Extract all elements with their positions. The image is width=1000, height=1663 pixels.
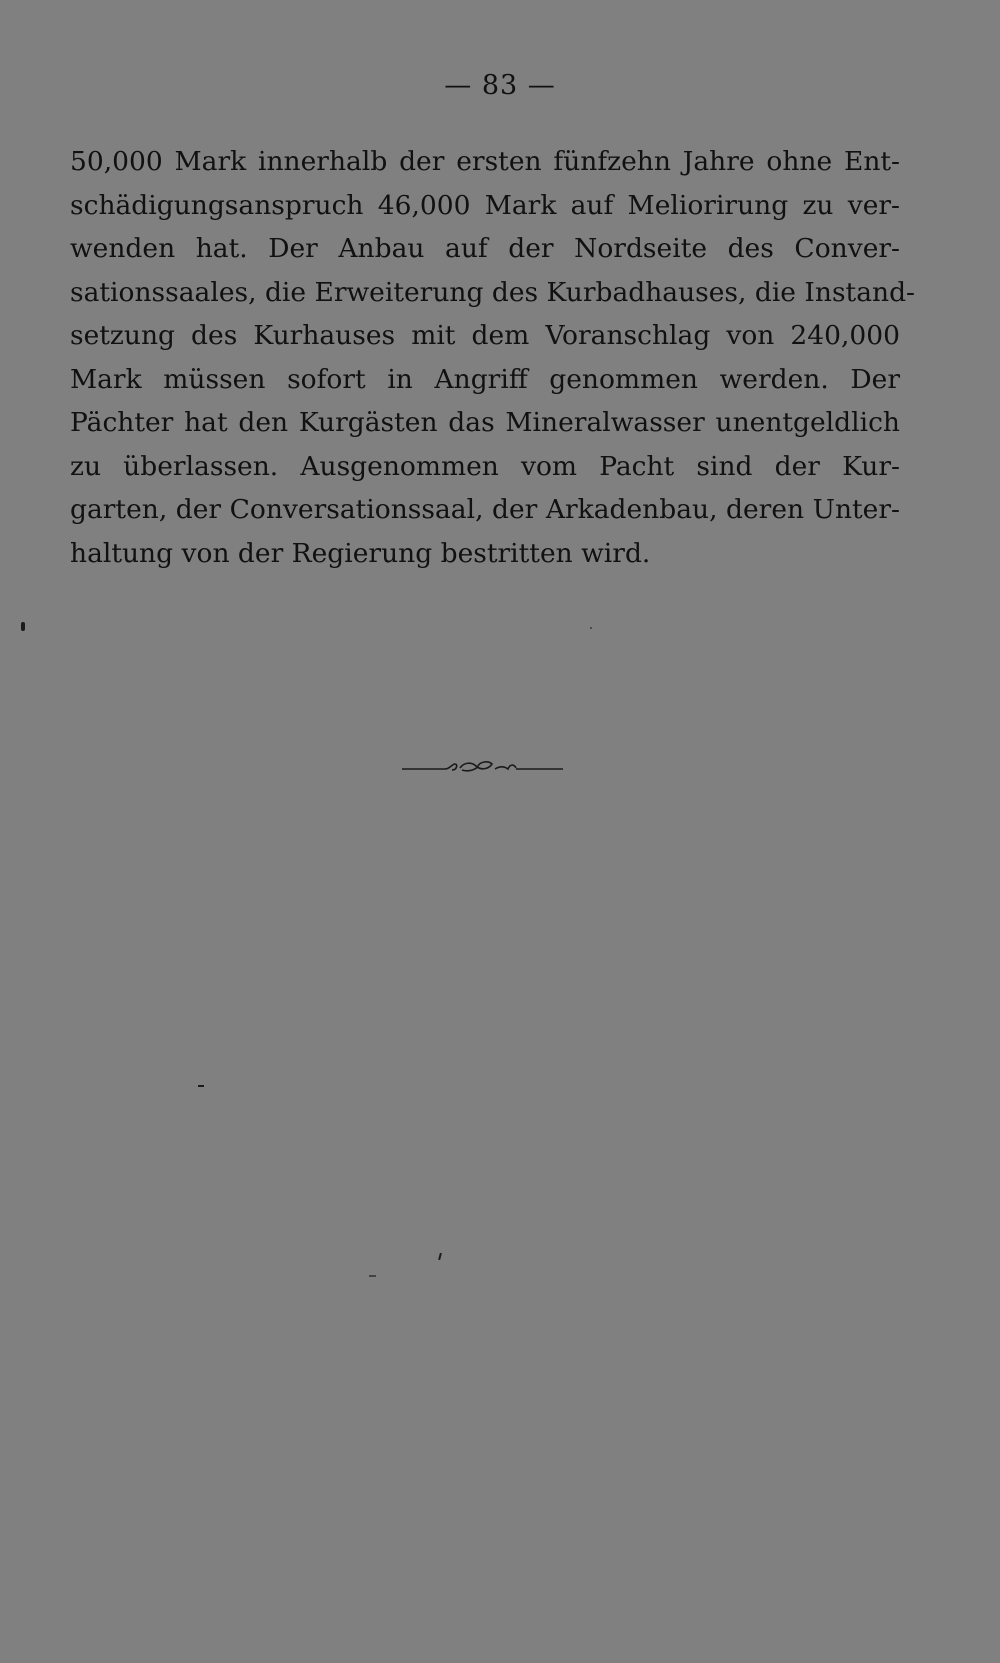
text-line: Mark müssen sofort in Angriff genommen werden. Der [70, 363, 900, 395]
text-line: zu überlassen. Ausgenommen vom Pacht sind der Kur- [70, 450, 900, 482]
text-line: 50,000 Mark innerhalb der ersten fünfzehn Jahre ohne Ent- [70, 146, 900, 177]
text-line: garten, der Conversationssaal, der Arkadenbau, deren Unter- [70, 494, 900, 525]
text-line: Pächter hat den Kurgästen das Mineralwasser unentgeldlich [70, 407, 900, 438]
decorative-flourish-icon [400, 752, 565, 782]
ink-speck [438, 1253, 442, 1260]
text-line: wenden hat. Der Anbau auf der Nordseite des Conver- [70, 233, 900, 264]
ink-speck [198, 1085, 204, 1087]
page-number: — 83 — [444, 70, 556, 101]
text-line: sationssaales, die Erweiterung des Kurbadhauses, die Instand- [70, 276, 915, 308]
text-line: setzung des Kurhauses mit dem Voranschlag von 240,000 [70, 320, 900, 351]
text-line: haltung von der Regierung bestritten wird. [70, 537, 651, 569]
text-line: schädigungsanspruch 46,000 Mark auf Meliorirung zu ver- [70, 189, 900, 221]
ink-speck [590, 627, 592, 629]
body-paragraph [70, 140, 915, 575]
ink-speck [21, 622, 25, 631]
ink-speck [369, 1275, 376, 1277]
